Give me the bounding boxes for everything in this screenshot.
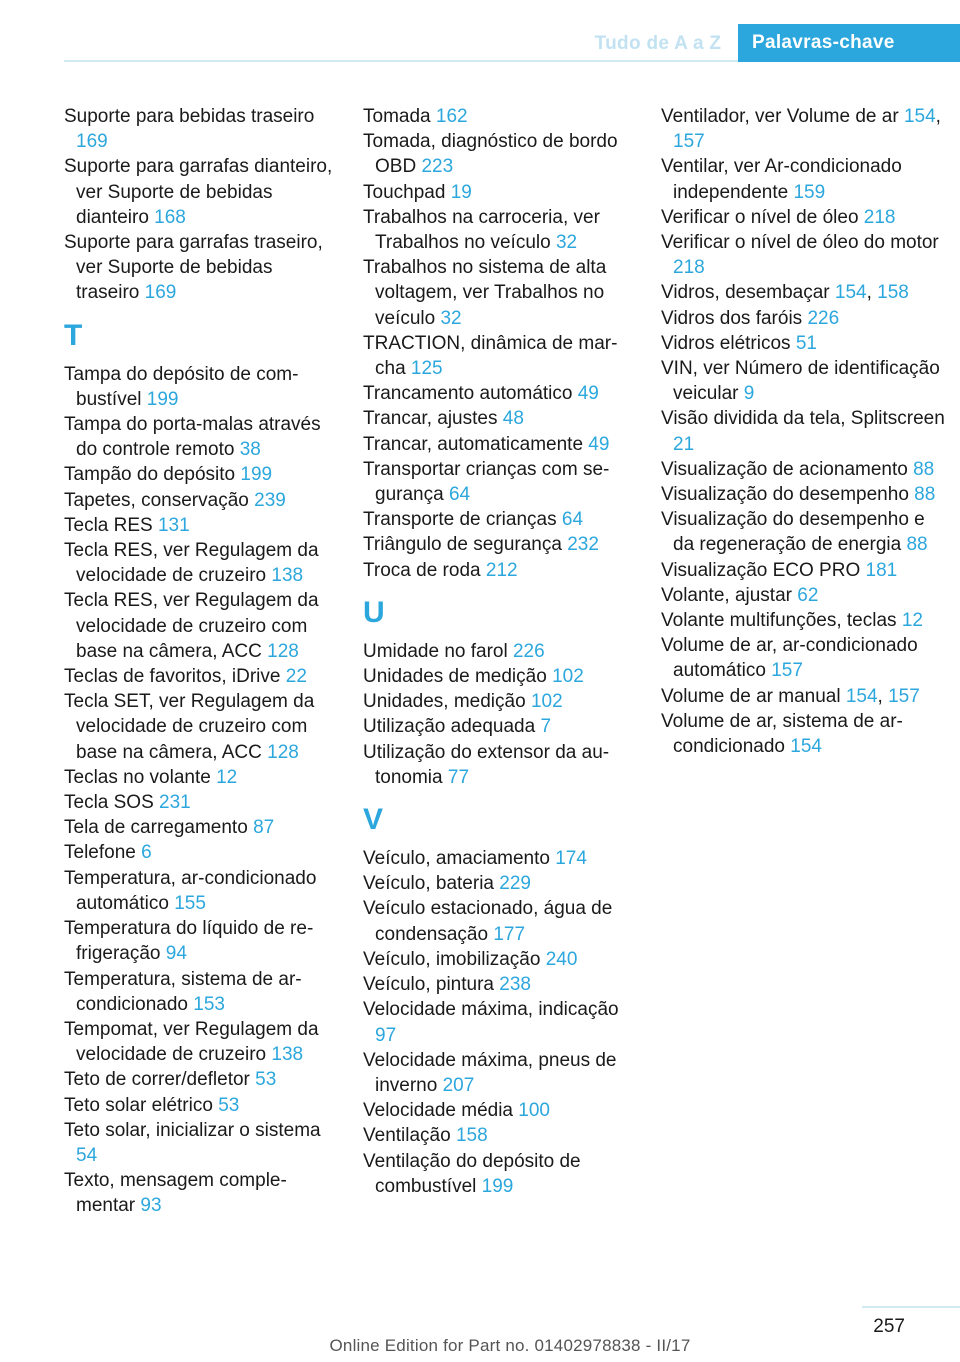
index-column-3 bbox=[661, 104, 945, 759]
index-entry-term: Tecla RES, ver Regulagem da velocidade de cruzeiro bbox=[64, 540, 319, 587]
page-reference-link[interactable]: 157 bbox=[888, 685, 920, 707]
page-reference-link[interactable]: 138 bbox=[271, 565, 304, 587]
index-entry-term: Veículo, bateria bbox=[363, 873, 500, 895]
index-entry bbox=[64, 765, 336, 790]
page-reference-link[interactable]: 7 bbox=[540, 716, 552, 738]
index-entry-term: Velocidade média bbox=[363, 1100, 519, 1122]
index-entry bbox=[64, 230, 336, 306]
page-reference-link[interactable]: 19 bbox=[450, 181, 472, 203]
index-entry bbox=[363, 381, 635, 406]
page-reference-link[interactable]: 240 bbox=[545, 948, 578, 970]
page-reference-link[interactable]: 88 bbox=[906, 534, 928, 556]
index-entry bbox=[64, 815, 336, 840]
page-reference-link[interactable]: 49 bbox=[577, 383, 599, 405]
page-reference-link[interactable]: 154 bbox=[790, 736, 822, 758]
page-reference-link[interactable]: 159 bbox=[793, 181, 826, 203]
index-entry-term: Tampa do depósito de combustível bbox=[64, 363, 299, 410]
index-entry bbox=[661, 154, 945, 204]
index-entry-term: Suporte para bebidas traseiro bbox=[64, 106, 315, 127]
page-reference-link[interactable]: 102 bbox=[552, 666, 584, 688]
index-entry bbox=[661, 684, 945, 709]
index-entry-term: Transportar crianças com segurança bbox=[363, 458, 610, 506]
index-entry bbox=[363, 432, 635, 457]
index-entry bbox=[64, 1017, 336, 1067]
page-reference-link[interactable]: 199 bbox=[481, 1175, 514, 1197]
page-reference-link[interactable]: 128 bbox=[267, 640, 299, 662]
index-entry bbox=[363, 205, 635, 255]
index-entry-term: Trancar, ajustes bbox=[363, 408, 503, 430]
page-reference-link[interactable]: 49 bbox=[588, 433, 610, 455]
index-entry-term: TRACTION, dinâmica de marcha bbox=[363, 332, 618, 380]
index-entry bbox=[363, 896, 635, 946]
page-reference-link[interactable]: 218 bbox=[673, 257, 705, 279]
index-entry bbox=[363, 714, 635, 739]
index-entry-term: Unidades de medição bbox=[363, 666, 553, 688]
page-reference-link[interactable]: 125 bbox=[410, 358, 443, 380]
page-reference-link[interactable]: 154 bbox=[903, 106, 936, 127]
index-entry-term: Triângulo de segurança bbox=[363, 534, 568, 556]
index-entry bbox=[363, 331, 635, 381]
index-entry bbox=[64, 689, 336, 765]
index-entry bbox=[363, 664, 635, 689]
index-entry bbox=[661, 230, 945, 280]
index-entry-term: Veículo estacionado, água de condensação bbox=[363, 898, 613, 945]
page-reference-link[interactable]: 162 bbox=[435, 106, 468, 127]
page-reference-link[interactable]: 93 bbox=[140, 1195, 162, 1217]
page-reference-link[interactable]: 226 bbox=[512, 640, 545, 662]
index-entry-term: Suporte para garrafas dianteiro, ver Suporte de bebidas dianteiro bbox=[64, 156, 333, 228]
page-reference-link[interactable]: 177 bbox=[493, 923, 526, 945]
index-entry-term: Velocidade máxima, pneus de inverno bbox=[363, 1049, 617, 1096]
index-entry-term: Teclas no volante bbox=[64, 766, 217, 788]
page-reference-link[interactable]: 154 bbox=[845, 685, 878, 707]
index-entry-term: Trabalhos na carroceria, ver Trabalhos no veículo bbox=[363, 206, 600, 254]
page-reference-link[interactable]: 53 bbox=[255, 1069, 277, 1091]
index-entry bbox=[661, 558, 945, 583]
index-entry-term: Touchpad bbox=[363, 181, 451, 203]
page-reference-link[interactable]: 153 bbox=[193, 993, 225, 1015]
page-reference-link[interactable]: 22 bbox=[285, 666, 307, 688]
index-entry-term: Volume de ar manual bbox=[661, 685, 846, 707]
section-tab-palavras-chave[interactable]: Palavras-chave bbox=[738, 24, 960, 62]
index-entry bbox=[661, 709, 945, 759]
index-entry bbox=[64, 866, 336, 916]
index-column-1 bbox=[64, 104, 336, 1219]
page-reference-link[interactable]: 199 bbox=[146, 388, 179, 410]
index-entry-term: Visualização ECO PRO bbox=[661, 559, 866, 581]
index-entry-term: Tecla RES bbox=[64, 514, 158, 536]
index-entry bbox=[661, 482, 945, 507]
index-entry bbox=[661, 633, 945, 683]
page-number: 257 bbox=[873, 1316, 905, 1337]
page-reference-link[interactable]: 48 bbox=[502, 408, 524, 430]
index-entry bbox=[363, 457, 635, 507]
index-entry bbox=[64, 104, 336, 154]
page-reference-link[interactable]: 231 bbox=[159, 792, 191, 814]
page-reference-link[interactable]: 9 bbox=[743, 383, 755, 405]
index-entry-term: Tampa do porta-malas através do controle remoto bbox=[64, 414, 321, 461]
page-reference-link[interactable]: 88 bbox=[913, 458, 935, 480]
index-entry-term: Tampão do depósito bbox=[64, 464, 241, 486]
section-tab-tudo-de-a-a-z[interactable]: Tudo de A a Z bbox=[594, 33, 722, 54]
index-entry bbox=[363, 129, 635, 179]
index-entry-term: Tecla RES, ver Regulagem da velocidade de cruzeiro com base na câmera, ACC bbox=[64, 590, 319, 662]
page-reference-link[interactable]: 207 bbox=[442, 1074, 475, 1096]
page-reference-link[interactable]: 232 bbox=[567, 534, 599, 556]
page-reference-link[interactable]: 87 bbox=[253, 817, 275, 839]
index-entry bbox=[64, 916, 336, 966]
index-entry-term: Veículo, amaciamento bbox=[363, 848, 556, 870]
index-entry-term: Teto de correr/defletor bbox=[64, 1069, 256, 1091]
page-reference-link[interactable]: 169 bbox=[76, 131, 108, 153]
page-reference-link[interactable]: 64 bbox=[561, 509, 584, 531]
index-entry bbox=[363, 972, 635, 997]
page-reference-link[interactable]: 100 bbox=[518, 1100, 550, 1122]
page-reference-link[interactable]: 32 bbox=[555, 232, 578, 254]
index-entry-term: Ventilação bbox=[363, 1125, 456, 1147]
page-reference-link[interactable]: 102 bbox=[530, 691, 563, 713]
index-entry bbox=[64, 362, 336, 412]
index-entry bbox=[363, 558, 635, 583]
index-entry-term: Teclas de favoritos, iDrive bbox=[64, 666, 286, 688]
index-entry bbox=[64, 538, 336, 588]
page-reference-link[interactable]: 12 bbox=[216, 766, 238, 788]
page-reference-link[interactable]: 62 bbox=[797, 584, 819, 606]
page-reference-link[interactable]: 158 bbox=[455, 1125, 488, 1147]
page-reference-link[interactable]: 128 bbox=[267, 741, 299, 763]
index-entry-term: Transporte de crianças bbox=[363, 509, 562, 531]
index-entry bbox=[661, 104, 945, 154]
index-entry-term: Visualização do desempenho e da regeneração de energia bbox=[661, 509, 925, 556]
index-entry-term: Trancar, automaticamente bbox=[363, 433, 589, 455]
index-entry bbox=[363, 639, 635, 664]
index-entry bbox=[363, 180, 635, 205]
index-entry bbox=[64, 1168, 336, 1218]
index-entry-term: Volante multifunções, teclas bbox=[661, 610, 902, 632]
index-letter-heading: V bbox=[363, 803, 384, 837]
index-entry bbox=[661, 306, 945, 331]
page-reference-link[interactable]: 131 bbox=[157, 514, 190, 536]
index-entry-term: Temperatura do líquido de refrigeração bbox=[64, 918, 314, 965]
edition-note: Online Edition for Part no. 01402978838 - II/17 bbox=[329, 1336, 691, 1355]
page-reference-link[interactable]: 138 bbox=[271, 1044, 304, 1066]
index-entry bbox=[363, 1149, 635, 1199]
index-entry bbox=[363, 104, 635, 129]
index-entry-term: Tempomat, ver Regulagem da velocidade de cruzeiro bbox=[64, 1018, 319, 1066]
page-reference-link[interactable]: 239 bbox=[254, 489, 286, 511]
index-entry bbox=[363, 507, 635, 532]
index-entry bbox=[363, 255, 635, 331]
index-entry bbox=[64, 1067, 336, 1092]
index-entry bbox=[661, 507, 945, 557]
page-reference-link[interactable]: 154 bbox=[834, 282, 867, 304]
page-ref-separator: , bbox=[877, 685, 889, 707]
index-entry-term: Temperatura, ar-condicionado automático bbox=[64, 867, 317, 914]
page-reference-link[interactable]: 157 bbox=[673, 131, 705, 153]
index-entry-term: Visão dividida da tela, Splitscreen bbox=[661, 408, 945, 430]
index-entry bbox=[661, 356, 945, 406]
index-entry-term: Utilização adequada bbox=[363, 716, 541, 738]
index-entry-term: Umidade no farol bbox=[363, 640, 513, 662]
index-entry bbox=[363, 1123, 635, 1148]
page-reference-link[interactable]: 223 bbox=[421, 156, 454, 178]
page-reference-link[interactable]: 218 bbox=[863, 206, 896, 228]
index-entry-term: Volume de ar, ar-condicionado automático bbox=[661, 635, 918, 682]
page-reference-link[interactable]: 54 bbox=[76, 1144, 98, 1166]
index-entry-term: Temperatura, sistema de ar-condicionado bbox=[64, 968, 302, 1015]
page-reference-link[interactable]: 212 bbox=[485, 559, 518, 581]
index-entry bbox=[363, 740, 635, 790]
index-entry bbox=[363, 406, 635, 431]
index-entry bbox=[64, 462, 336, 487]
index-entry bbox=[64, 1093, 336, 1118]
index-entry bbox=[64, 513, 336, 538]
index-letter-heading: T bbox=[64, 318, 83, 352]
index-entry-term: Ventilação do depósito de combustível bbox=[363, 1150, 581, 1197]
page-reference-link[interactable]: 174 bbox=[555, 848, 587, 870]
index-entry-term: Veículo, pintura bbox=[363, 974, 500, 996]
index-entry bbox=[64, 488, 336, 513]
page-reference-link[interactable]: 21 bbox=[673, 433, 695, 455]
index-entry-term: Vidros dos faróis bbox=[661, 307, 808, 329]
page-reference-link[interactable]: 158 bbox=[877, 282, 909, 304]
index-entry-term: Trancamento automático bbox=[363, 383, 578, 405]
index-entry bbox=[64, 154, 336, 230]
page-reference-link[interactable]: 199 bbox=[240, 464, 273, 486]
index-entry-term: Veículo, imobilização bbox=[363, 948, 546, 970]
index-entry-term: Unidades, medição bbox=[363, 691, 531, 713]
index-entry bbox=[363, 846, 635, 871]
index-entry bbox=[363, 689, 635, 714]
index-entry-term: Volume de ar, sistema de ar-condicionado bbox=[661, 710, 903, 758]
index-entry-term: Velocidade máxima, indicação bbox=[363, 999, 619, 1021]
index-entry-term: Tapetes, conservação bbox=[64, 489, 255, 511]
index-entry-term: Tecla SET, ver Regulagem da velocidade de cruzeiro com base na câmera, ACC bbox=[64, 691, 315, 763]
page-reference-link[interactable]: 38 bbox=[239, 439, 261, 461]
index-entry bbox=[661, 583, 945, 608]
index-entry bbox=[64, 588, 336, 664]
index-entry-term: Tomada, diagnóstico de bordo OBD bbox=[363, 131, 618, 178]
page-reference-link[interactable]: 181 bbox=[865, 559, 898, 581]
index-entry-term: Texto, mensagem complementar bbox=[64, 1170, 287, 1217]
index-entry bbox=[363, 1098, 635, 1123]
index-letter-heading: U bbox=[363, 595, 385, 629]
index-entry bbox=[64, 412, 336, 462]
index-entry-term: Visualização do desempenho bbox=[661, 484, 915, 506]
index-entry bbox=[661, 608, 945, 633]
page-reference-link[interactable]: 53 bbox=[218, 1094, 240, 1116]
page-reference-link[interactable]: 51 bbox=[795, 332, 817, 354]
index-entry bbox=[64, 664, 336, 689]
page-reference-link[interactable]: 97 bbox=[375, 1024, 397, 1046]
page-reference-link[interactable]: 6 bbox=[141, 842, 152, 864]
page-reference-link[interactable]: 168 bbox=[154, 206, 186, 228]
index-entry-term: Telefone bbox=[64, 842, 142, 864]
page-reference-link[interactable]: 32 bbox=[440, 307, 462, 329]
page-reference-link[interactable]: 64 bbox=[448, 484, 471, 506]
index-entry-term: Tomada bbox=[363, 106, 436, 127]
index-entry-term: Verificar o nível de óleo do motor bbox=[661, 232, 939, 254]
page-reference-link[interactable]: 169 bbox=[144, 282, 177, 304]
page-ref-separator: , bbox=[866, 282, 878, 304]
page-reference-link[interactable]: 157 bbox=[771, 660, 803, 682]
index-column-2 bbox=[363, 104, 635, 1199]
page-reference-link[interactable]: 229 bbox=[499, 873, 531, 895]
index-entry bbox=[363, 947, 635, 972]
index-entry-term: Ventilar, ver Ar-condicionado independente bbox=[661, 156, 902, 203]
page-ref-separator: , bbox=[935, 106, 941, 127]
page-reference-link[interactable]: 94 bbox=[165, 943, 187, 965]
index-entry bbox=[661, 205, 945, 230]
index-entry bbox=[363, 1048, 635, 1098]
index-entry bbox=[661, 457, 945, 482]
index-entry bbox=[661, 406, 945, 456]
index-entry-term: Teto solar, inicializar o sistema bbox=[64, 1119, 321, 1141]
index-entry-term: Vidros elétricos bbox=[661, 332, 796, 354]
index-entry-term: Suporte para garrafas traseiro, ver Suporte de bebidas traseiro bbox=[64, 232, 323, 304]
page-reference-link[interactable]: 155 bbox=[174, 892, 206, 914]
index-entry bbox=[64, 967, 336, 1017]
index-entry-term: Ventilador, ver Volume de ar bbox=[661, 106, 904, 127]
index-entry bbox=[661, 331, 945, 356]
index-entry-term: Visualização de acionamento bbox=[661, 458, 914, 480]
index-entry bbox=[64, 1118, 336, 1168]
index-entry-term: Trabalhos no sistema de alta voltagem, ver Trabalhos no veículo bbox=[363, 257, 607, 329]
index-entry-term: Vidros, desembaçar bbox=[661, 282, 835, 304]
footer-rule bbox=[862, 1306, 960, 1308]
index-entry-term: Verificar o nível de óleo bbox=[661, 206, 864, 228]
index-entry bbox=[64, 790, 336, 815]
index-entry-term: Volante, ajustar bbox=[661, 584, 798, 606]
index-entry-term: Utilização do extensor da autonomia bbox=[363, 741, 610, 788]
page-reference-link[interactable]: 77 bbox=[447, 766, 470, 788]
page-reference-link[interactable]: 88 bbox=[914, 484, 936, 506]
index-entry bbox=[363, 871, 635, 896]
index-entry bbox=[363, 997, 635, 1047]
index-entry bbox=[64, 840, 336, 865]
index-entry bbox=[661, 280, 945, 305]
index-entry bbox=[363, 532, 635, 557]
page-reference-link[interactable]: 226 bbox=[807, 307, 840, 329]
index-entry-term: Tecla SOS bbox=[64, 792, 160, 814]
page-reference-link[interactable]: 238 bbox=[499, 974, 531, 996]
index-entry-term: Teto solar elétrico bbox=[64, 1094, 219, 1116]
page-reference-link[interactable]: 12 bbox=[901, 610, 923, 632]
index-entry-term: VIN, ver Número de identificação veicular bbox=[661, 358, 940, 405]
index-entry-term: Troca de roda bbox=[363, 559, 486, 581]
index-entry-term: Tela de carregamento bbox=[64, 817, 254, 839]
